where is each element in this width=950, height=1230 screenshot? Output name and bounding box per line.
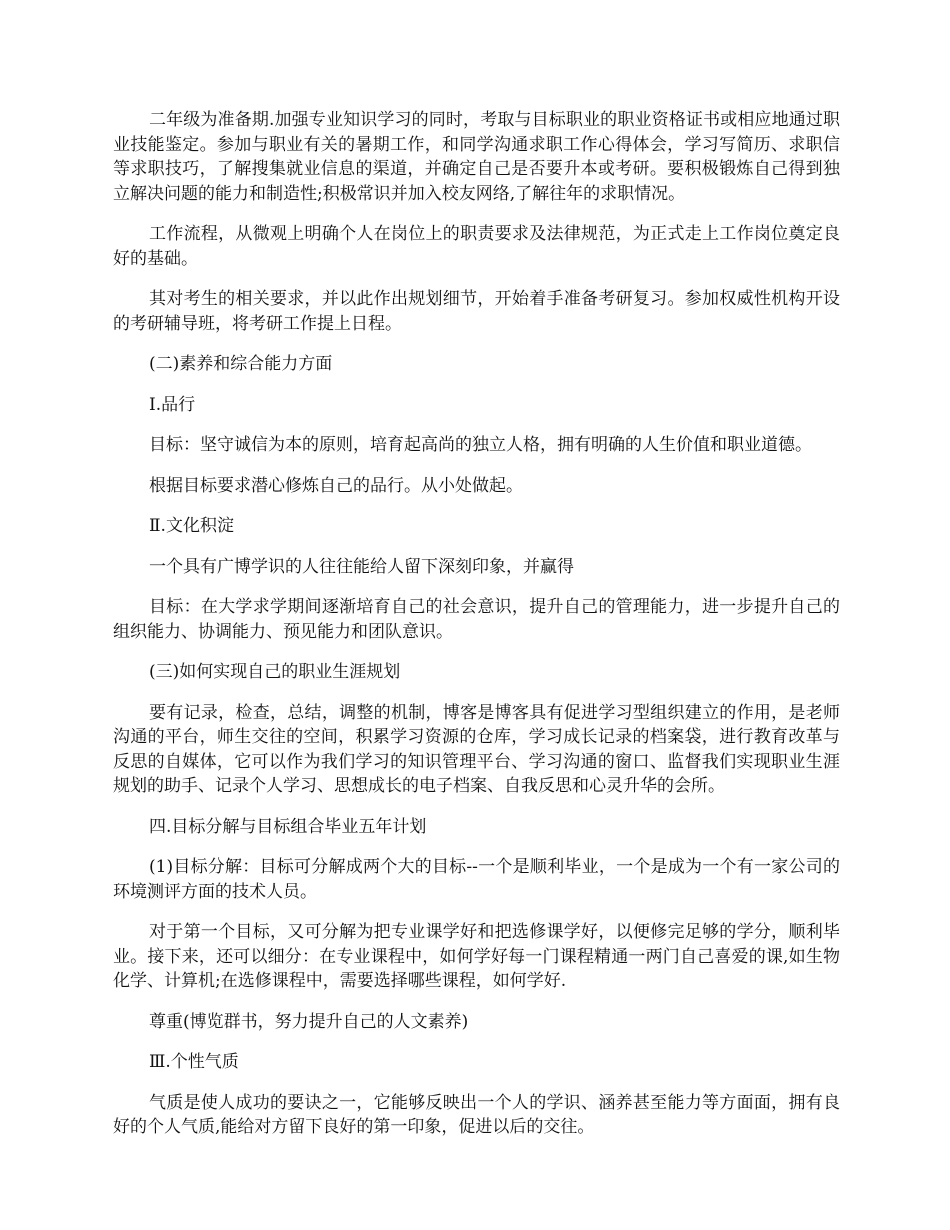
paragraph-work-process: 工作流程，从微观上明确个人在岗位上的职责要求及法律规范，为正式走上工作岗位奠定良好的基础。 [113, 224, 840, 269]
heading-goal-decomposition: 四.目标分解与目标组合毕业五年计划 [149, 816, 427, 837]
paragraph-goal-split: (1)目标分解：目标可分解成两个大的目标--一个是顺利毕业，一个是成为一个有一家公司的环境测评方面的技术人员。 [113, 857, 840, 902]
paragraph-first-goal: 对于第一个目标，又可分解为把专业课学好和把选修课学好，以便修完足够的学分，顺利毕业。接下来，还可以细分：在专业课程中，如何学好每一门课程精通一两门自己喜爱的课,如生物化学、计算机;在选修课程中，需要选择哪些课程，如何学好. [113, 922, 840, 991]
heading-quality-ability: (二)素养和综合能力方面 [149, 354, 333, 374]
paragraph-exam-requirements: 其对考生的相关要求，并以此作出规划细节，开始着手准备考研复习。参加权威性机构开设的考研辅导班，将考研工作提上日程。 [113, 289, 840, 334]
document-body [113, 108, 840, 1156]
heading-realize-career-plan: (三)如何实现自己的职业生涯规划 [149, 662, 401, 682]
paragraph-character-practice: 根据目标要求潜心修炼自己的品行。从小处做起。 [149, 475, 523, 496]
heading-cultural-accumulation: Ⅱ.文化积淀 [149, 516, 234, 536]
paragraph-character-goal: 目标：坚守诚信为本的原则，培育起高尚的独立人格，拥有明确的人生价值和职业道德。 [149, 435, 812, 455]
paragraph-cultural-goal: 目标：在大学求学期间逐渐培育自己的社会意识，提升自己的管理能力，进一步提升自己的组织能力、协调能力、预见能力和团队意识。 [113, 597, 840, 642]
heading-character: Ⅰ.品行 [149, 394, 196, 415]
heading-personality-temperament: Ⅲ.个性气质 [149, 1052, 239, 1072]
paragraph-temperament: 气质是使人成功的要诀之一，它能够反映出一个人的学识、涵养甚至能力等方面面，拥有良好的个人气质,能给对方留下良好的第一印象，促进以后的交往。 [113, 1092, 840, 1137]
paragraph-broad-knowledge: 一个具有广博学识的人往往能给人留下深刻印象，并赢得 [149, 556, 574, 577]
paragraph-blog-mechanism: 要有记录，检查，总结，调整的机制，博客是博客具有促进学习型组织建立的作用，是老师沟通的平台，师生交往的空间，积累学习资源的仓库，学习成长记录的档案袋，进行教育改革与反思的自媒体，它可以作为我们学习的知识管理平台、学习沟通的窗口、监督我们实现职业生涯规划的助手、记录个人学习、思想成长的电子档案、自我反思和心灵升华的会所。 [113, 702, 840, 796]
paragraph-preparation-period: 二年级为准备期.加强专业知识学习的同时，考取与目标职业的职业资格证书或相应地通过职业技能鉴定。参加与职业有关的暑期工作，和同学沟通求职工作心得体会，学习写简历、求职信等求职技巧，了解搜集就业信息的渠道，并确定自己是否要升本或考研。要积极锻炼自己得到独立解决问题的能力和制造性;积极常识并加入校友网络,了解往年的求职情况。 [113, 110, 840, 204]
paragraph-respect-reading: 尊重(博览群书，努力提升自己的人文素养) [149, 1011, 469, 1032]
